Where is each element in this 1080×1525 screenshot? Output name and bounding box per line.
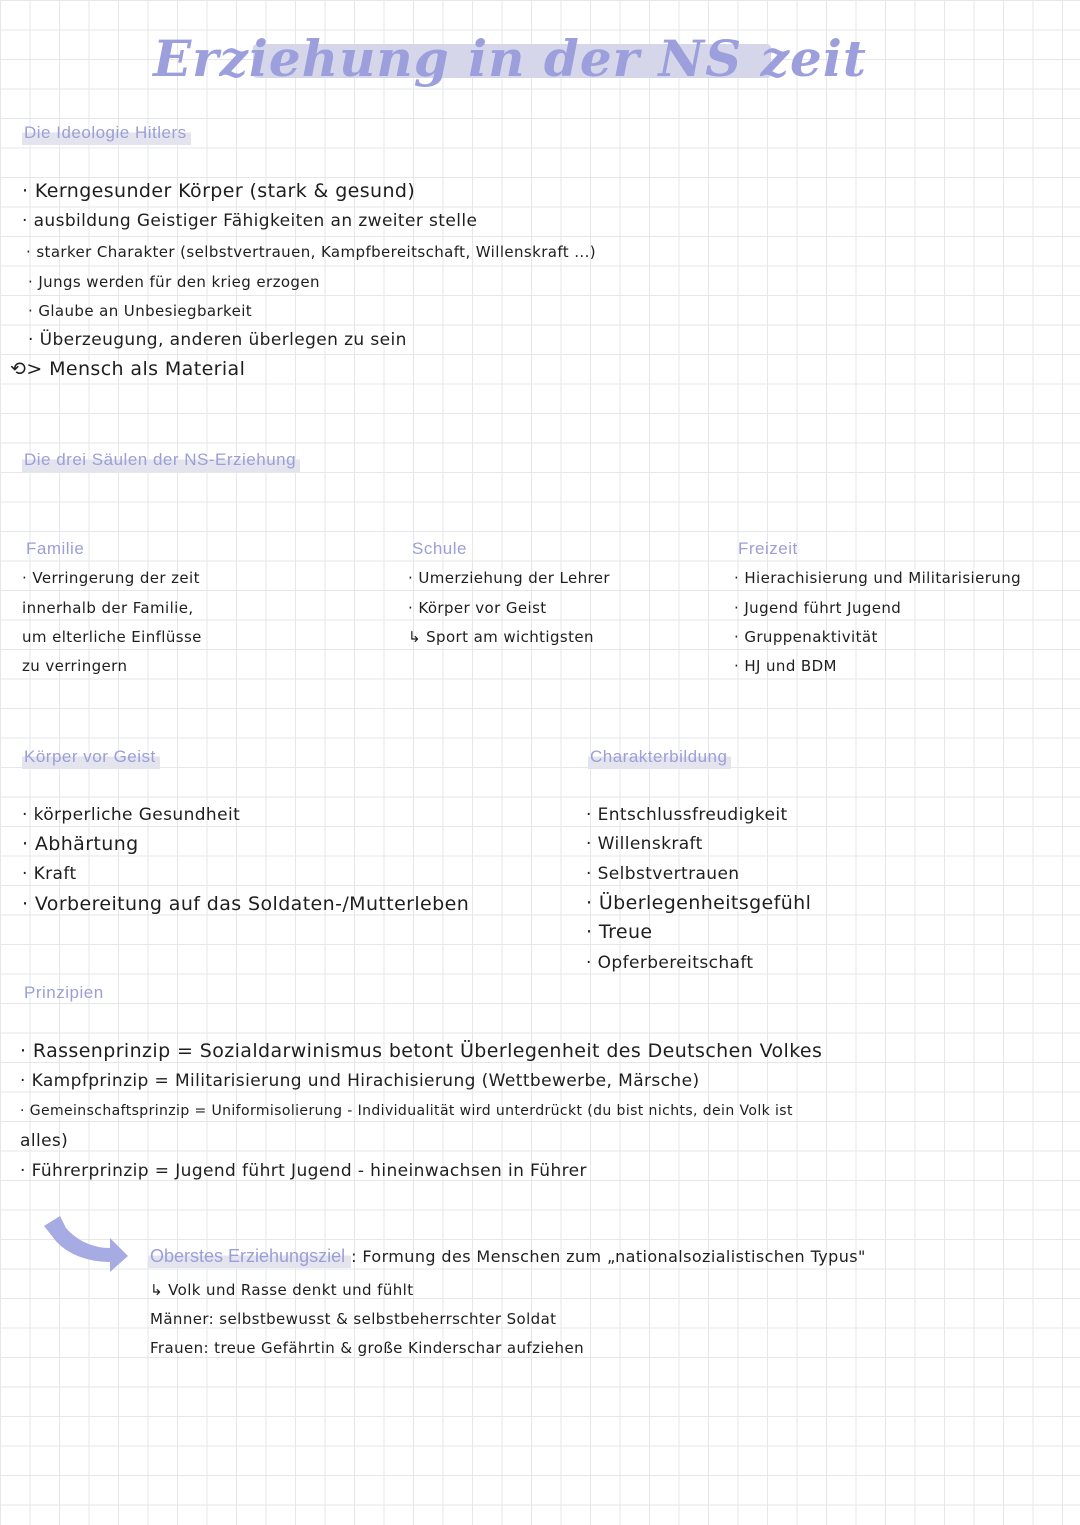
koerper-item: · Abhärtung: [22, 833, 139, 855]
ideologie-heading: Die Ideologie Hitlers: [22, 122, 191, 145]
prinzip-line: · Rassenprinzip = Sozialdarwinismus betont Überlegenheit des Deutschen Volkes: [20, 1040, 823, 1062]
ideologie-item: · Überzeugung, anderen überlegen zu sein: [28, 330, 407, 350]
familie-line: · Verringerung der zeit: [22, 569, 200, 587]
charakter-item: · Treue: [586, 921, 653, 943]
page-title: Erziehung in der NS zeit: [153, 28, 867, 88]
ideologie-item: · Glaube an Unbesiegbarkeit: [28, 302, 253, 320]
charakter-item: · Opferbereitschaft: [586, 953, 754, 973]
charakter-item: · Entschlussfreudigkeit: [586, 805, 788, 825]
prinzip-line: · Kampfprinzip = Militarisierung und Hirachisierung (Wettbewerbe, Märsche): [20, 1071, 700, 1091]
ziel-line: ↳ Volk und Rasse denkt und fühlt: [150, 1281, 414, 1299]
charakter-item: · Selbstvertrauen: [586, 864, 740, 884]
charakter-heading: Charakterbildung: [588, 746, 731, 769]
freizeit-heading: Freizeit: [738, 539, 798, 558]
familie-heading: Familie: [26, 539, 85, 558]
freizeit-line: · Gruppenaktivität: [734, 628, 878, 646]
familie-line: um elterliche Einflüsse: [22, 628, 202, 646]
page-title-block: [153, 18, 867, 98]
ziel-line: Männer: selbstbewusst & selbstbeherrschter Soldat: [150, 1310, 557, 1328]
prinzipien-heading: Prinzipien: [24, 983, 104, 1002]
koerper-item: · körperliche Gesundheit: [22, 805, 241, 825]
ziel-row: [148, 1246, 866, 1267]
koerper-item: · Kraft: [22, 864, 77, 884]
ideologie-item: · starker Charakter (selbstvertrauen, Kampfbereitschaft, Willenskraft ...): [26, 243, 597, 261]
schule-heading: Schule: [412, 539, 467, 558]
ideologie-item: · ausbildung Geistiger Fähigkeiten an zweiter stelle: [22, 211, 478, 231]
prinzip-line: · Führerprinzip = Jugend führt Jugend - hineinwachsen in Führer: [20, 1161, 587, 1181]
charakter-item: · Willenskraft: [586, 834, 703, 854]
ziel-text: : Formung des Menschen zum „nationalsozialistischen Typus": [351, 1247, 866, 1266]
prinzip-line: · Gemeinschaftsprinzip = Uniformisolierung - Individualität wird unterdrückt (du bist nichts, dein Volk ist: [20, 1103, 793, 1119]
familie-line: zu verringern: [22, 657, 128, 675]
ziel-line: Frauen: treue Gefährtin & große Kinderschar aufziehen: [150, 1339, 584, 1357]
saeulen-heading: Die drei Säulen der NS-Erziehung: [22, 449, 300, 472]
familie-line: innerhalb der Familie,: [22, 599, 194, 617]
freizeit-line: · Jugend führt Jugend: [734, 599, 902, 617]
ideologie-item: · Kerngesunder Körper (stark & gesund): [22, 180, 416, 202]
schule-line: · Umerziehung der Lehrer: [408, 569, 610, 587]
schule-line: · Körper vor Geist: [408, 599, 547, 617]
curved-arrow-icon: [40, 1212, 130, 1274]
koerper-item: · Vorbereitung auf das Soldaten-/Mutterleben: [22, 893, 470, 915]
schule-line: ↳ Sport am wichtigsten: [408, 628, 594, 646]
freizeit-line: · HJ und BDM: [734, 657, 837, 675]
ideologie-conclusion: ⟲> Mensch als Material: [10, 358, 246, 380]
prinzip-line: alles): [20, 1131, 69, 1151]
ideologie-item: · Jungs werden für den krieg erzogen: [28, 273, 320, 291]
charakter-item: · Überlegenheitsgefühl: [586, 892, 812, 914]
freizeit-line: · Hierachisierung und Militarisierung: [734, 569, 1022, 587]
ziel-label: Oberstes Erziehungsziel: [148, 1245, 351, 1268]
koerper-heading: Körper vor Geist: [22, 746, 160, 769]
